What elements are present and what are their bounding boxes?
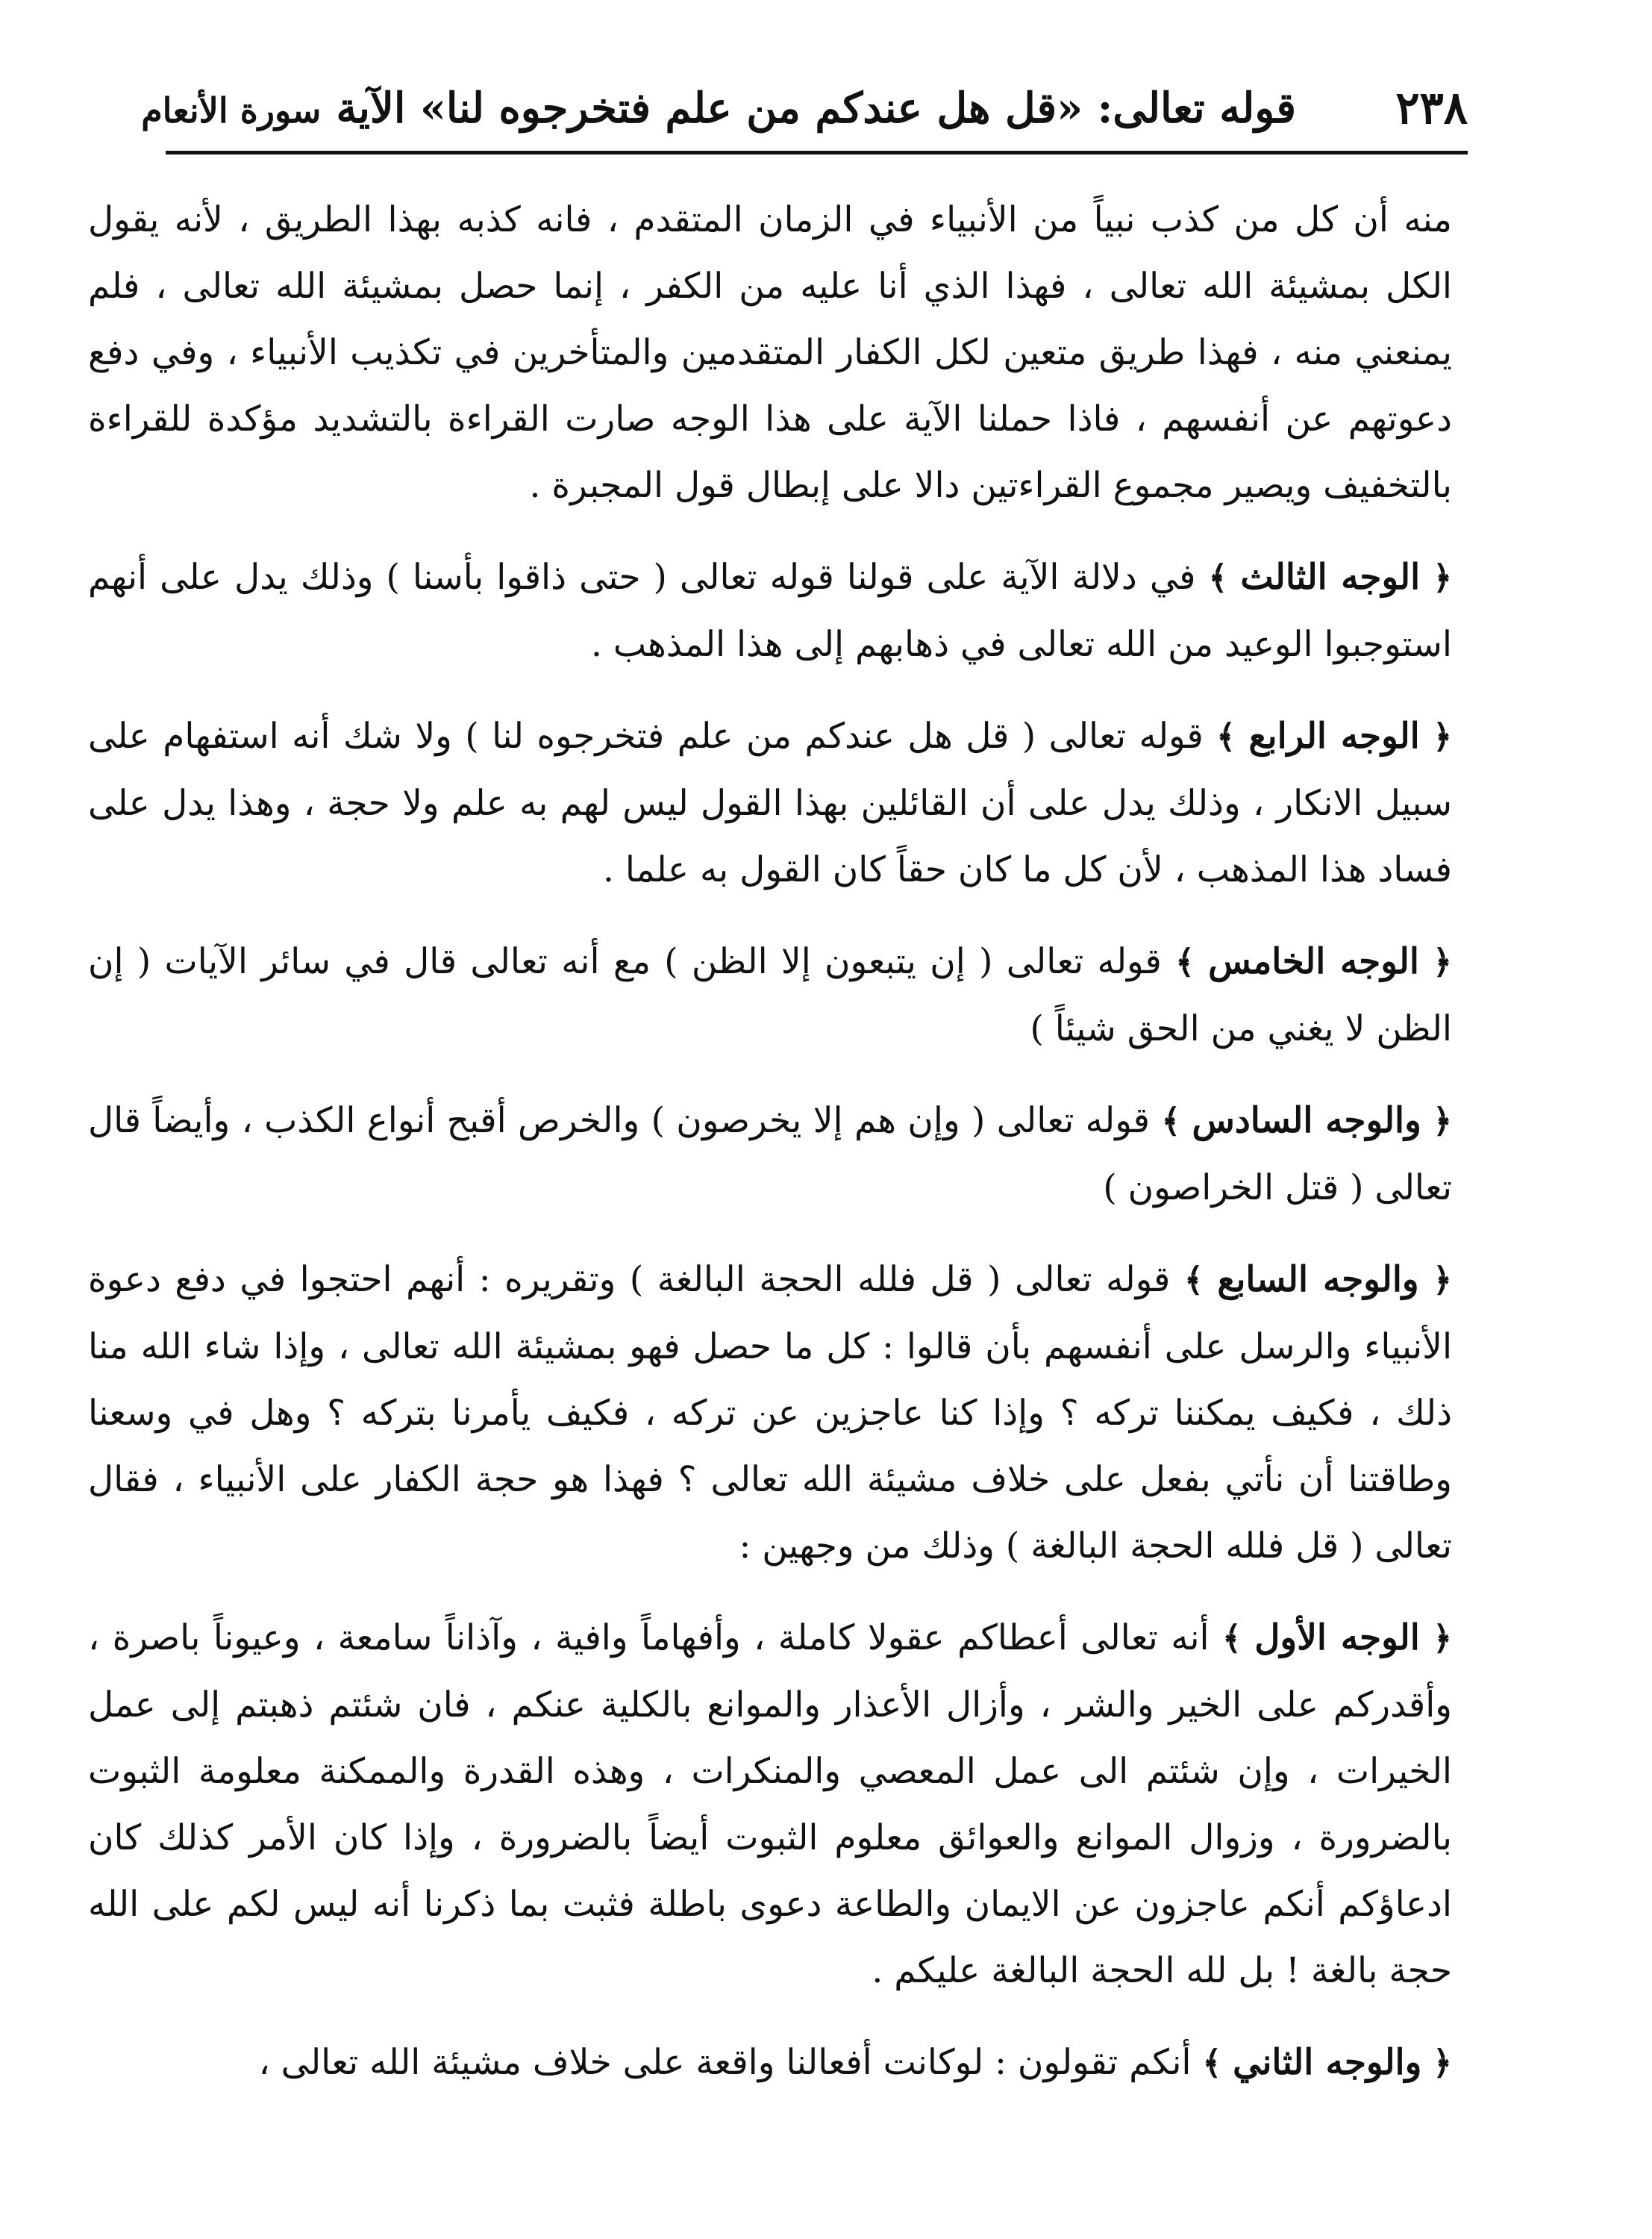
running-header	[141, 71, 1468, 154]
ornament-close: ﴾	[1175, 943, 1195, 981]
ornament-open: ﴿	[1433, 2044, 1452, 2082]
section-title: الوجه الأول	[1254, 1617, 1420, 1658]
ornament-close: ﴾	[1222, 1620, 1242, 1658]
section-fifth	[88, 928, 1452, 1062]
section-third	[88, 544, 1452, 678]
opening-paragraph: منه أن كل من كذب نبياً من الأنبياء في الزمان المتقدم ، فانه كذبه بهذا الطريق ، لأنه يقول الكل بمشيئة الله تعالى ، فهذا الذي أنا عليه من الكفر ، إنما حصل بمشيئة الله تعالى ، فلم يمنعني منه ، فهذا طريق متعين لكل الكفار المتقدمين والمتأخرين في تكذيب الأنبياء ، وفي دفع دعوتهم عن أنفسهم ، فاذا حملنا الآية على هذا الوجه صارت القراءة بالتشديد مؤكدة للقراءة بالتخفيف ويصير مجموع القراءتين دالا على إبطال قول المجبرة .	[88, 199, 1452, 506]
section-text: قوله تعالى ( قل هل عندكم من علم فتخرجوه لنا ) ولا شك أنه استفهام على سبيل الانكار ، وذلك يدل على أن القائلين بهذا القول ليس لهم به علم ولا حجة ، وهذا يدل على فساد هذا المذهب ، لأن كل ما كان حقاً كان القول به علما .	[88, 716, 1452, 890]
ornament-close: ﴾	[1202, 2044, 1222, 2082]
section-first-aspect	[88, 1605, 1452, 2004]
section-text: أنه تعالى أعطاكم عقولا كاملة ، وأفهاماً وافية ، وآذاناً سامعة ، وعيوناً باصرة ، وأقدركم على الخير والشر ، وأزال الأعذار والموانع بالكلية عنكم ، فان شئتم ذهبتم إلى عمل الخيرات ، وإن شئتم الى عمل المعصي والمنكرات ، وهذه القدرة والممكنة معلومة الثبوت بالضرورة ، وزوال الموانع والعوائق معلوم الثبوت أيضاً بالضرورة ، وإذا كان الأمر كذلك كان ادعاؤكم أنكم عاجزون عن الايمان والطاعة دعوى باطلة فثبت بما ذكرنا أنه ليس لكم على الله حجة بالغة ! بل لله الحجة البالغة عليكم .	[88, 1617, 1452, 1991]
section-title: والوجه السادس	[1192, 1100, 1421, 1141]
body-text	[88, 187, 1452, 2096]
ornament-close: ﴾	[1183, 1261, 1204, 1299]
section-text: قوله تعالى ( وإن هم إلا يخرصون ) والخرص أقبح أنواع الكذب ، وأيضاً قال تعالى ( قتل الخراصون )	[88, 1100, 1452, 1208]
section-title: الوجه الخامس	[1208, 941, 1419, 982]
ornament-open: ﴿	[1433, 1620, 1452, 1658]
section-second-aspect	[88, 2029, 1452, 2096]
ornament-open: ﴿	[1433, 1261, 1452, 1299]
ornament-open: ﴿	[1433, 1102, 1452, 1140]
ornament-close: ﴾	[1216, 718, 1236, 756]
section-text: قوله تعالى ( قل فلله الحجة البالغة ) وتقريره : أنهم احتجوا في دفع دعوة الأنبياء والرسل على أنفسهم بأن قالوا : كل ما حصل فهو بمشيئة الله تعالى ، وإذا شاء الله منا ذلك ، فكيف يمكننا تركه ؟ وإذا كنا عاجزين عن تركه ، فكيف يأمرنا بتركه ؟ وهل في وسعنا وطاقتنا أن نأتي بفعل على خلاف مشيئة الله تعالى ؟ فهذا هو حجة الكفار على الأنبياء ، فقال تعالى ( قل فلله الحجة البالغة ) وذلك من وجهين :	[88, 1259, 1452, 1567]
section-text: أنكم تقولون : لوكانت أفعالنا واقعة على خلاف مشيئة الله تعالى ،	[258, 2042, 1192, 2083]
section-seventh	[88, 1246, 1452, 1579]
ornament-open: ﴿	[1433, 559, 1452, 597]
section-text: قوله تعالى ( إن يتبعون إلا الظن ) مع أنه تعالى قال في سائر الآيات ( إن الظن لا يغني من الحق شيئاً )	[88, 941, 1452, 1049]
running-title	[141, 78, 1296, 140]
section-title: الوجه الرابع	[1248, 716, 1420, 757]
running-title-text: قوله تعالى: «قل هل عندكم من علم فتخرجوه لنا» الآية	[336, 84, 1296, 133]
section-title: والوجه السابع	[1217, 1259, 1419, 1300]
section-text: في دلالة الآية على قولنا قوله تعالى ( حتى ذاقوا بأسنا ) وذلك يدل على أنهم استوجبوا الوعيد من الله تعالى في ذهابهم إلى هذا المذهب .	[88, 557, 1452, 665]
section-title: الوجه الثالث	[1240, 557, 1421, 598]
section-fourth	[88, 703, 1452, 903]
section-sixth	[88, 1087, 1452, 1221]
ornament-close: ﴾	[1208, 559, 1228, 597]
ornament-open: ﴿	[1433, 718, 1452, 756]
page-number: ٢٣٨	[1395, 82, 1468, 134]
section-title: والوجه الثاني	[1233, 2042, 1422, 2083]
surah-name: سورة الأنعام	[141, 90, 322, 131]
ornament-close: ﴾	[1161, 1102, 1181, 1140]
header-rule	[166, 151, 1468, 154]
ornament-open: ﴿	[1433, 943, 1452, 981]
